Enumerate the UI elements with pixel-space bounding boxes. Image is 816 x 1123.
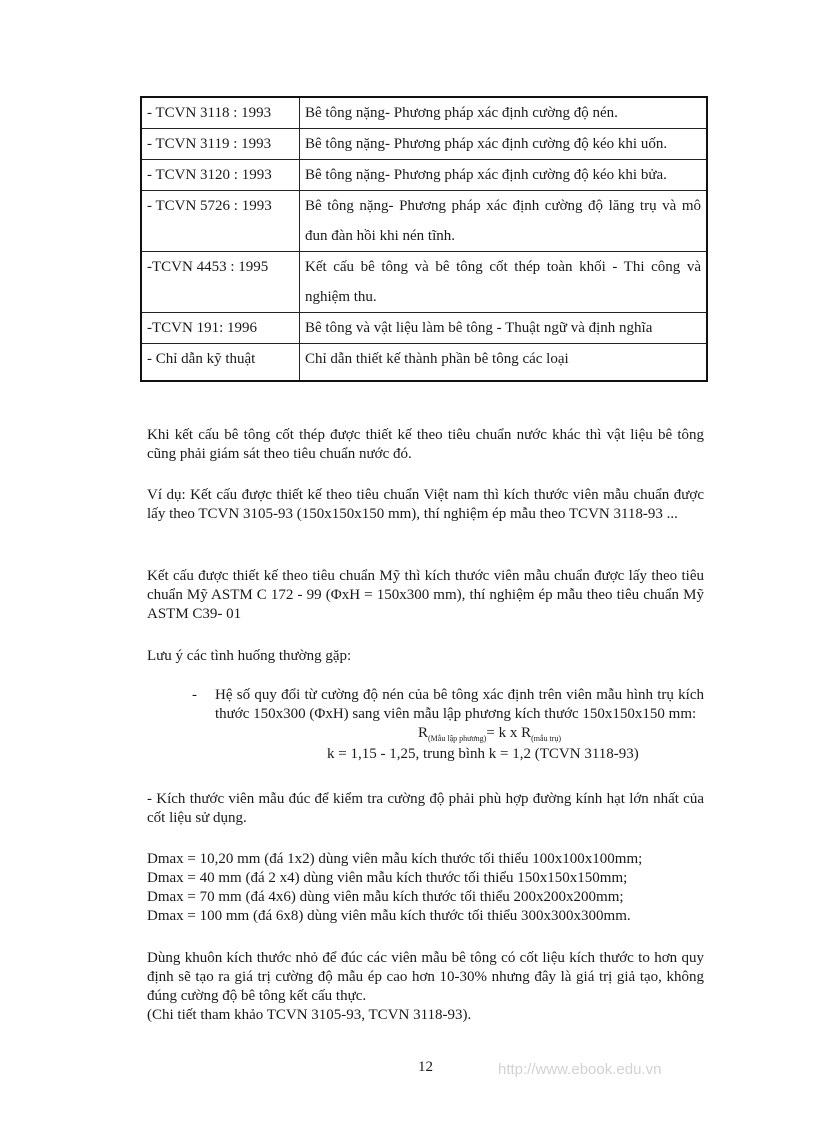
standards-row [141, 252, 707, 313]
paragraph-small-mould: Dùng khuôn kích thước nhỏ để đúc các viên mẫu bê tông có cốt liệu kích thước to hơn quy định sẽ tạo ra giá trị cường độ mẫu ép cao hơn 10-30% nhưng đây là giá trị giả tạo, không đúng cường độ bê tông kết cấu thực. [147, 950, 704, 1004]
paragraph-example-us: Kết cấu được thiết kế theo tiêu chuẩn Mỹ thì kích thước viên mẫu chuẩn được lấy theo tiêu chuẩn Mỹ ASTM C 172 - 99 (ΦxH = 150x300 mm), thí nghiệm ép mẫu theo tiêu chuẩn Mỹ ASTM C39- 01 [147, 568, 704, 622]
standard-description: Bê tông nặng- Phương pháp xác định cường độ kéo khi uốn. [300, 129, 708, 160]
page-number: 12 [418, 1059, 433, 1075]
dmax-list [147, 850, 642, 926]
standard-description: Bê tông nặng- Phương pháp xác định cường độ nén. [300, 97, 708, 129]
standards-row [141, 313, 707, 344]
standard-code: - Chỉ dẫn kỹ thuật [141, 344, 300, 382]
standard-description: Bê tông nặng- Phương pháp xác định cường độ lăng trụ và mô đun đàn hồi khi nén tĩnh. [300, 191, 708, 252]
formula-equals: = k x R [486, 725, 532, 741]
standards-row [141, 191, 707, 252]
paragraph-sample-size: - Kích thước viên mẫu đúc để kiểm tra cường độ phải phù hợp đường kính hạt lớn nhất của cốt liệu sử dụng. [147, 791, 704, 826]
formula-cylinder-subscript: (mẫu trụ) [531, 734, 562, 743]
formula-r: R [418, 725, 429, 741]
paragraph-example-vietnam: Ví dụ: Kết cấu được thiết kế theo tiêu chuẩn Việt nam thì kích thước viên mẫu chuẩn được lấy theo TCVN 3105-93 (150x150x150 mm), thí nghiệm ép mẫu theo TCVN 3118-93 ... [147, 487, 704, 522]
reference-line: (Chi tiết tham khảo TCVN 3105-93, TCVN 3118-93). [147, 1007, 472, 1023]
dmax-line: Dmax = 70 mm (đá 4x6) dùng viên mẫu kích thước tối thiểu 200x200x200mm; [147, 889, 624, 905]
bullet-dash: - [192, 687, 197, 703]
standard-description: Kết cấu bê tông và bê tông cốt thép toàn khối - Thi công và nghiệm thu. [300, 252, 708, 313]
dmax-line: Dmax = 100 mm (đá 6x8) dùng viên mẫu kích thước tối thiểu 300x300x300mm. [147, 908, 631, 924]
conversion-formula [418, 725, 561, 743]
standard-code: - TCVN 5726 : 1993 [141, 191, 300, 252]
standard-code: - TCVN 3120 : 1993 [141, 160, 300, 191]
standard-description: Bê tông và vật liệu làm bê tông - Thuật ngữ và định nghĩa [300, 313, 708, 344]
watermark-url: http://www.ebook.edu.vn [498, 1061, 662, 1078]
standard-code: - TCVN 3119 : 1993 [141, 129, 300, 160]
standards-row [141, 344, 707, 382]
dmax-line: Dmax = 40 mm (đá 2 x4) dùng viên mẫu kích thước tối thiểu 150x150x150mm; [147, 870, 628, 886]
paragraph-foreign-standard: Khi kết cấu bê tông cốt thép được thiết kế theo tiêu chuẩn nước khác thì vật liệu bê tông cũng phải giám sát theo tiêu chuẩn nước đó. [147, 427, 704, 462]
standards-row [141, 160, 707, 191]
standards-row [141, 129, 707, 160]
standard-code: -TCVN 4453 : 1995 [141, 252, 300, 313]
formula-cube-subscript: (Mẫu lập phương) [428, 734, 487, 743]
standards-row [141, 97, 707, 129]
standards-table [140, 96, 708, 382]
standard-description: Chỉ dẫn thiết kế thành phần bê tông các loại [300, 344, 708, 382]
standard-description: Bê tông nặng- Phương pháp xác định cường độ kéo khi bửa. [300, 160, 708, 191]
dmax-line: Dmax = 10,20 mm (đá 1x2) dùng viên mẫu kích thước tối thiểu 100x100x100mm; [147, 851, 643, 867]
k-range-line: k = 1,15 - 1,25, trung bình k = 1,2 (TCVN 3118-93) [327, 746, 639, 762]
standard-code: - TCVN 3118 : 1993 [141, 97, 300, 129]
note-title: Lưu ý các tình huống thường gặp: [147, 648, 352, 664]
bullet-text: Hệ số quy đổi từ cường độ nén của bê tông xác định trên viên mẫu hình trụ kích thước 150x300 (ΦxH) sang viên mẫu lập phương kích thước 150x150x150 mm: [215, 687, 704, 722]
standard-code: -TCVN 191: 1996 [141, 313, 300, 344]
